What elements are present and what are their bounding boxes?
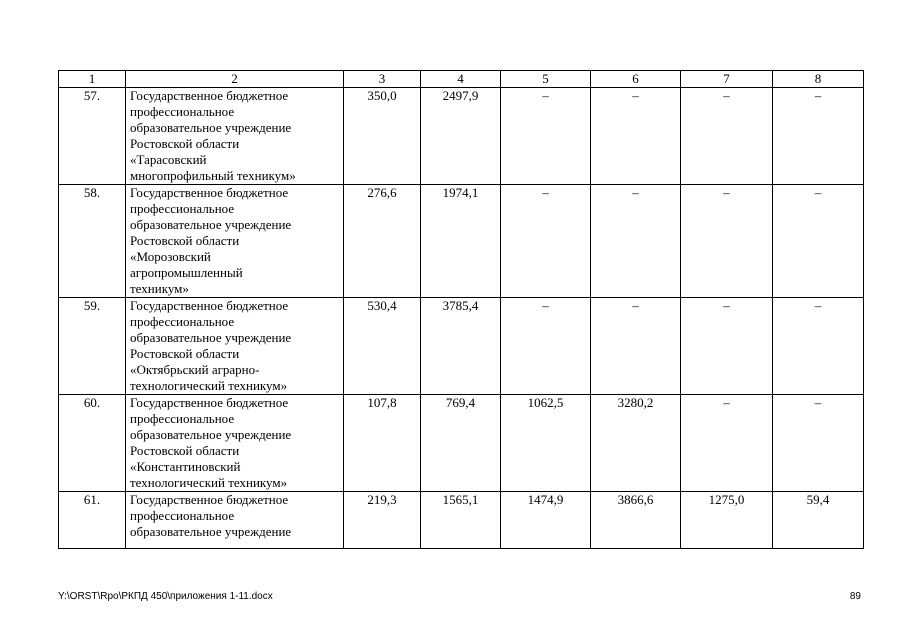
table-cell: 3866,6 [591, 492, 681, 549]
table-cell: 1974,1 [421, 185, 501, 298]
table-cell: 59,4 [773, 492, 864, 549]
header-row [59, 71, 864, 88]
table-row [59, 298, 864, 395]
table-cell: – [681, 185, 773, 298]
column-header: 5 [501, 71, 591, 88]
column-header: 7 [681, 71, 773, 88]
table-cell: – [681, 395, 773, 492]
institution-name: Государственное бюджетное профессиональное образовательное учреждение Ростовской области «Октябрьский аграрно- технологический техникум» [126, 298, 344, 395]
institution-name: Государственное бюджетное профессиональное образовательное учреждение [126, 492, 344, 549]
page-number: 89 [849, 591, 861, 602]
row-number: 60. [59, 395, 126, 492]
table-cell: – [681, 88, 773, 185]
column-header: 1 [59, 71, 126, 88]
table-cell: 2497,9 [421, 88, 501, 185]
data-table [58, 70, 864, 549]
table-cell: – [501, 185, 591, 298]
column-header: 8 [773, 71, 864, 88]
column-header: 3 [344, 71, 421, 88]
table-cell: 530,4 [344, 298, 421, 395]
table-cell: – [591, 185, 681, 298]
row-number: 58. [59, 185, 126, 298]
column-header: 2 [126, 71, 344, 88]
table-cell: 3785,4 [421, 298, 501, 395]
table-cell: 107,8 [344, 395, 421, 492]
table-cell: 350,0 [344, 88, 421, 185]
table-cell: 1565,1 [421, 492, 501, 549]
table-cell: – [773, 88, 864, 185]
table-cell: 3280,2 [591, 395, 681, 492]
table-cell: 276,6 [344, 185, 421, 298]
institution-name: Государственное бюджетное профессиональное образовательное учреждение Ростовской области «Тарасовский многопрофильный техникум» [126, 88, 344, 185]
file-path: Y:\ORST\Rpo\РКПД 450\приложения 1-11.docx [58, 591, 273, 602]
table-cell: 1275,0 [681, 492, 773, 549]
table-cell: – [501, 298, 591, 395]
row-number: 59. [59, 298, 126, 395]
table-cell: 769,4 [421, 395, 501, 492]
institution-name: Государственное бюджетное профессиональное образовательное учреждение Ростовской области «Константиновский технологический техникум» [126, 395, 344, 492]
table-cell: 1474,9 [501, 492, 591, 549]
table-cell: – [591, 88, 681, 185]
table-cell: – [773, 298, 864, 395]
column-header: 4 [421, 71, 501, 88]
table-cell: – [501, 88, 591, 185]
row-number: 61. [59, 492, 126, 549]
table-row [59, 492, 864, 549]
institution-name: Государственное бюджетное профессиональное образовательное учреждение Ростовской области «Морозовский агропромышленный техникум» [126, 185, 344, 298]
table-row [59, 88, 864, 185]
row-number: 57. [59, 88, 126, 185]
table-cell: – [681, 298, 773, 395]
table-cell: 1062,5 [501, 395, 591, 492]
table-row [59, 395, 864, 492]
column-header: 6 [591, 71, 681, 88]
table-cell: – [773, 395, 864, 492]
table-cell: – [773, 185, 864, 298]
table-cell: 219,3 [344, 492, 421, 549]
table-row [59, 185, 864, 298]
table-cell: – [591, 298, 681, 395]
